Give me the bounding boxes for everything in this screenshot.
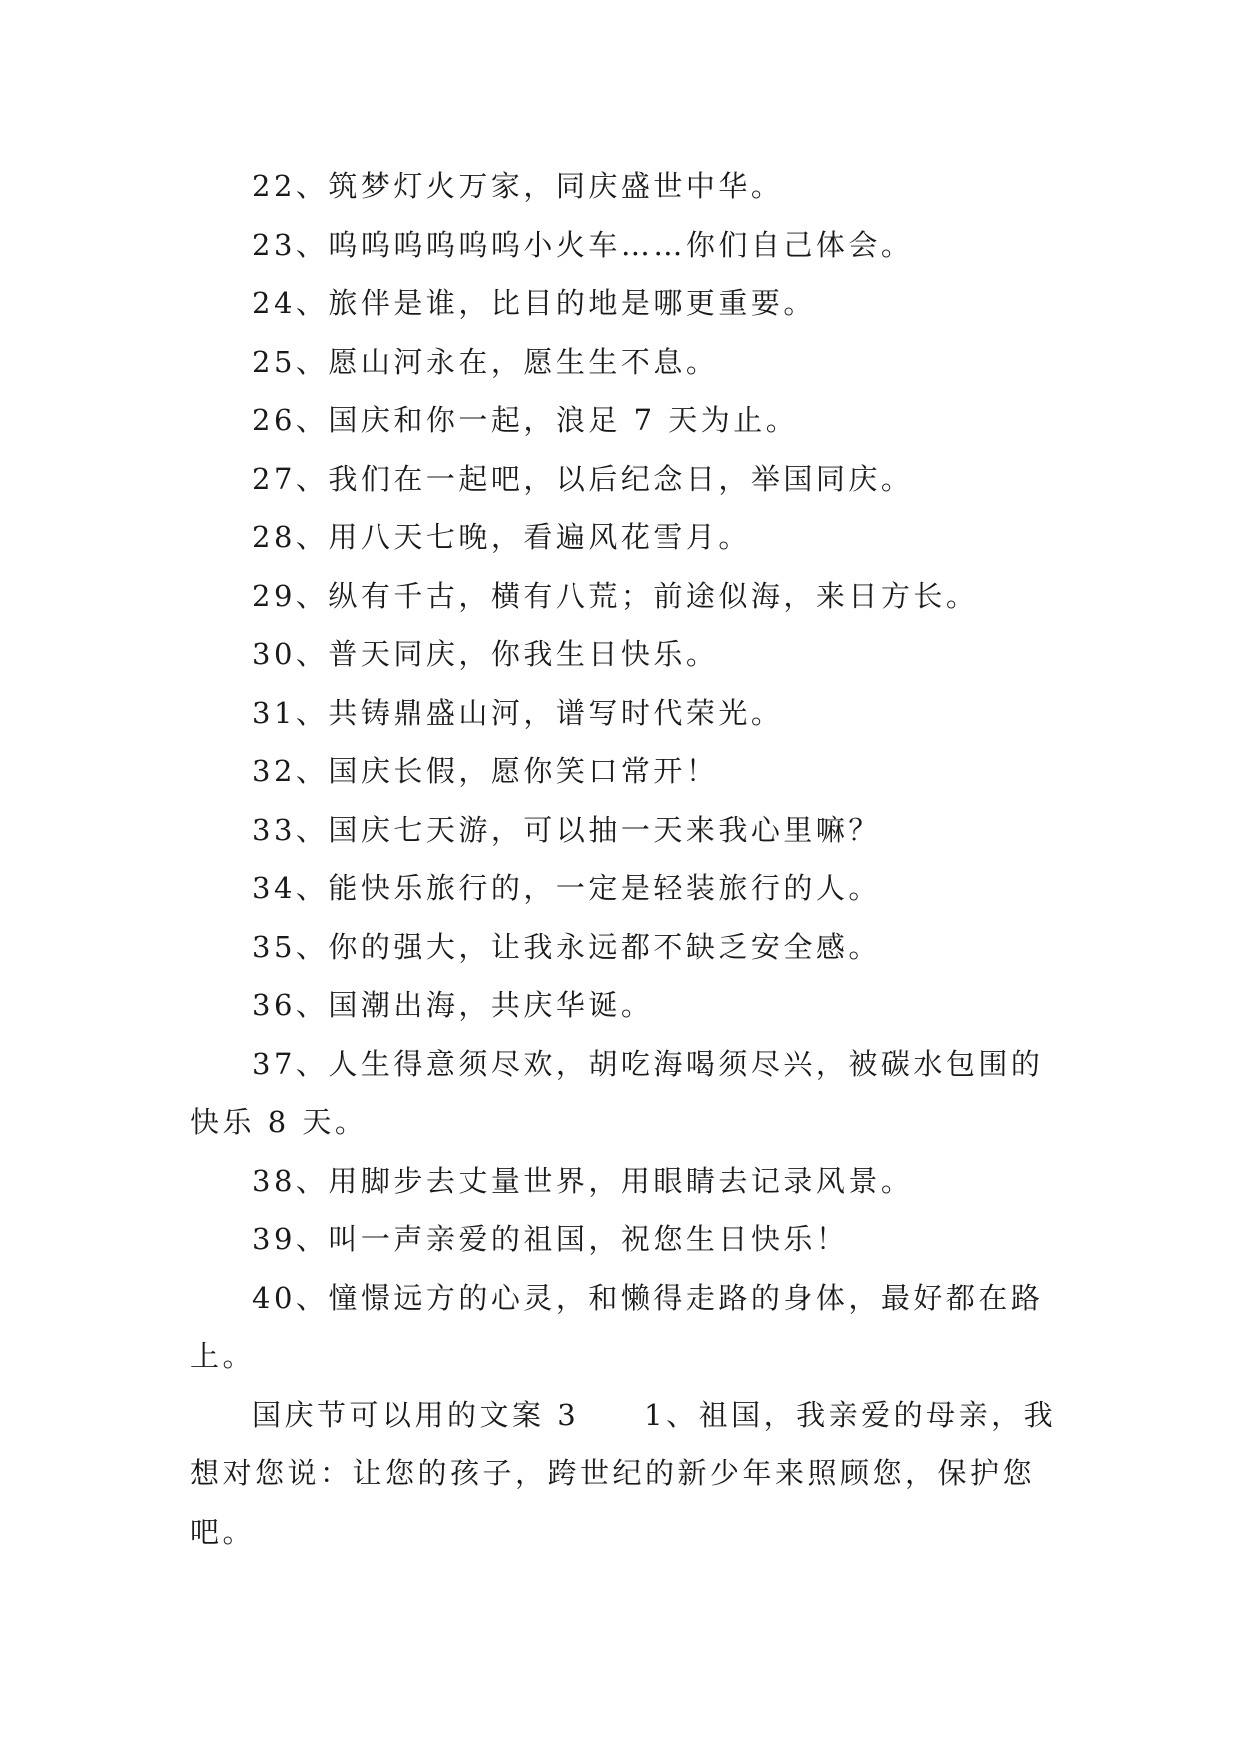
paragraph: 29、纵有千古，横有八荒；前途似海，来日方长。 [252,578,979,613]
paragraph: 28、用八天七晚，看遍风花雪月。 [252,520,751,554]
paragraph: 30、普天同庆，你我生日快乐。 [252,637,719,671]
paragraph: 国庆节可以用的文案 3 1、祖国，我亲爱的母亲，我想对您说：让您的孩子，跨世纪的新少年来照顾您，保护您吧。 [190,1397,1057,1549]
paragraph: 39、叫一声亲爱的祖国，祝您生日快乐！ [252,1222,849,1256]
paragraph: 35、你的强大，让我永远都不缺乏安全感。 [252,929,881,964]
paragraph: 22、筑梦灯火万家，同庆盛世中华。 [252,169,784,203]
paragraph: 31、共铸鼎盛山河，谱写时代荣光。 [252,695,784,730]
paragraph: 25、愿山河永在，愿生生不息。 [252,344,719,379]
paragraph: 38、用脚步去丈量世界，用眼睛去记录风景。 [252,1163,914,1198]
paragraph: 34、能快乐旅行的，一定是轻装旅行的人。 [252,871,881,905]
paragraph: 33、国庆七天游，可以抽一天来我心里嘛？ [252,812,881,847]
paragraph: 36、国潮出海，共庆华诞。 [252,988,654,1022]
paragraph: 32、国庆长假，愿你笑口常开！ [252,754,719,788]
paragraph: 40、憧憬远方的心灵，和懒得走路的身体，最好都在路上。 [190,1280,1044,1373]
paragraph: 23、呜呜呜呜呜呜小火车……你们自己体会。 [252,227,914,262]
document-body [190,157,1065,1561]
paragraph: 37、人生得意须尽欢，胡吃海喝须尽兴，被碳水包围的快乐 8 天。 [190,1046,1044,1139]
paragraph: 26、国庆和你一起，浪足 7 天为止。 [252,403,799,437]
paragraph: 24、旅伴是谁，比目的地是哪更重要。 [252,286,816,320]
paragraph: 27、我们在一起吧，以后纪念日，举国同庆。 [252,461,914,496]
